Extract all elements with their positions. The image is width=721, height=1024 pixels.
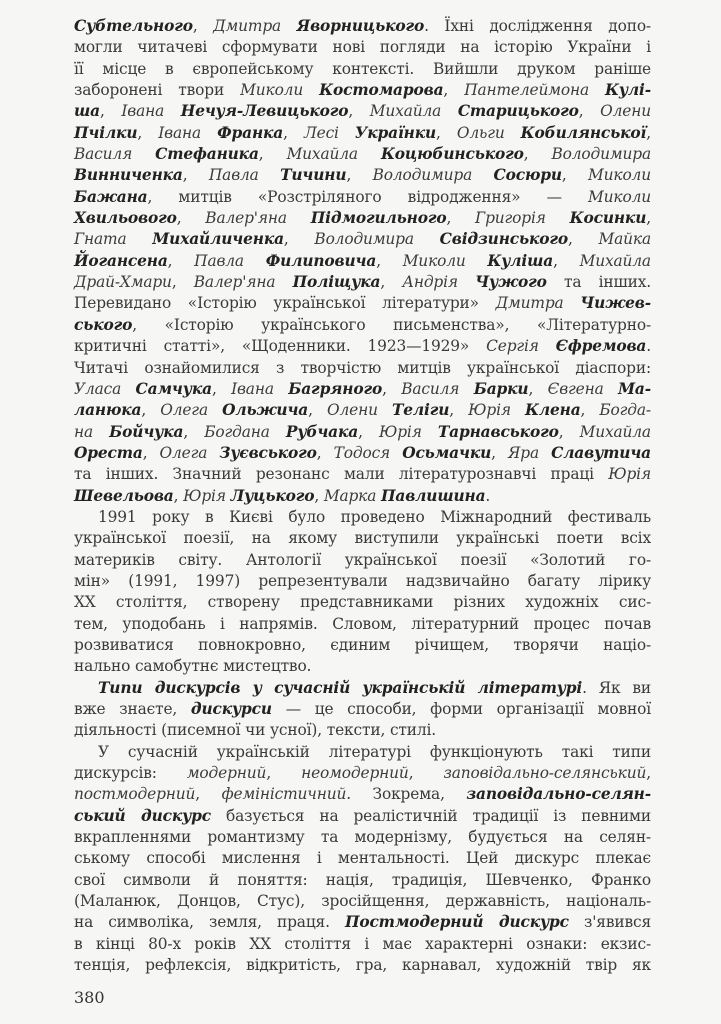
text-run: ,	[141, 401, 161, 420]
emphasis-name: Кобилянської	[520, 123, 647, 142]
italic-text: Юрія	[608, 465, 651, 484]
italic-text: Григорія	[475, 209, 570, 228]
text-run: ,	[380, 273, 403, 292]
text-line	[74, 507, 651, 528]
italic-text: Василя	[74, 145, 156, 164]
text-line	[74, 229, 651, 250]
emphasis-name: Чижев-	[580, 294, 651, 313]
emphasis-name: Багряного	[288, 379, 383, 398]
text-line	[74, 293, 651, 314]
text-run: ,	[258, 145, 287, 164]
italic-text: Ольги	[456, 123, 521, 142]
italic-text: Івана	[158, 123, 218, 142]
text-run: свої символи й поняття: нація, традиція, Шевченко, Франко	[74, 870, 651, 889]
italic-text: Валер'яна	[193, 273, 293, 292]
italic-text: Гната	[74, 230, 153, 249]
text-run: У сучасній українській літературі функціонують такі типи	[98, 742, 651, 761]
text-line	[74, 379, 651, 400]
emphasis-name: Кулі-	[605, 81, 651, 100]
emphasis-name: Ма-	[618, 379, 651, 398]
text-run: тем, уподобань і напрямів. Словом, літературний процес почав	[74, 614, 651, 633]
italic-text: заповідально-селянський	[443, 764, 647, 783]
text-line	[74, 763, 651, 784]
text-line	[74, 251, 651, 272]
emphasis-name: Коцюбинського	[380, 145, 524, 164]
text-run: мін» (1991, 1997) репрезентували надзвичайно багату лірику	[74, 571, 651, 590]
text-run: ,	[553, 251, 580, 270]
text-run: материків світу. Антології української поезії «Золотий го-	[74, 550, 651, 569]
emphasis-name: Хвильового	[74, 209, 177, 228]
italic-text: Володимира	[551, 145, 651, 164]
text-run: ,	[436, 123, 457, 142]
italic-text: Михайла	[369, 102, 458, 121]
text-line	[74, 16, 651, 37]
emphasis-name: Зуєвського	[219, 443, 317, 462]
emphasis-name: Ольжича	[222, 401, 309, 420]
text-run: ,	[192, 17, 214, 35]
italic-text: Юрія	[183, 486, 231, 505]
emphasis-name: Рубчака	[285, 422, 359, 441]
text-line	[74, 165, 651, 186]
italic-text: Богдана	[204, 422, 286, 441]
italic-text: Миколи	[588, 187, 651, 206]
emphasis-name: Підмогильного	[310, 209, 447, 228]
text-run: 1991 року в Києві було проведено Міжнародний фестиваль	[98, 507, 651, 526]
italic-text: Павла	[208, 166, 281, 185]
text-run: — це способи, форми організації мовної	[271, 700, 651, 718]
text-line	[74, 614, 651, 635]
text-line	[74, 37, 651, 58]
emphasis-name: заповідально-селян-	[466, 785, 651, 804]
text-run: ,	[99, 102, 122, 121]
text-run: .	[646, 337, 651, 356]
text-line	[74, 784, 651, 805]
emphasis-name: Бажана	[74, 187, 148, 206]
italic-text: Юрія	[468, 401, 526, 420]
text-run: . Як ви	[582, 678, 651, 697]
italic-text: Богда-	[599, 401, 651, 420]
italic-text: Володимира	[314, 230, 440, 249]
italic-text: постмодерний	[74, 785, 196, 804]
text-run: ,	[183, 422, 205, 441]
italic-text: Майка	[598, 230, 651, 249]
emphasis-name: Осьмачки	[402, 443, 492, 462]
emphasis-name: Свідзинського	[439, 230, 568, 249]
italic-text: Миколи	[240, 81, 320, 100]
emphasis-name: Теліги	[391, 401, 450, 420]
emphasis-name: Чужого	[475, 273, 547, 292]
text-run: ,	[408, 764, 444, 783]
text-line	[74, 699, 651, 720]
text-run: ,	[348, 102, 370, 121]
text-run: базується на реалістичній традиції із певними	[210, 806, 651, 825]
text-run: ,	[211, 379, 232, 398]
emphasis-name: Стефаника	[155, 145, 259, 164]
text-run: ,	[646, 764, 651, 783]
text-line	[74, 912, 651, 933]
italic-text: Тодося	[333, 443, 403, 462]
text-run: на символіка, земля, праця.	[74, 913, 345, 932]
text-run: ,	[646, 123, 651, 142]
emphasis-name: ського	[74, 315, 133, 334]
emphasis-name: Славутича	[551, 443, 651, 462]
text-run: (Маланюк, Донцов, Стус), зросійщення, державність, національ-	[74, 892, 651, 911]
emphasis-name: Винниченка	[74, 166, 183, 185]
italic-text: Андрія	[402, 273, 476, 292]
text-run: її місце в європейському контексті. Вийшли друком раніше	[74, 59, 651, 78]
emphasis-name: ський дискурс	[74, 806, 211, 825]
emphasis-name: Луцького	[230, 486, 315, 505]
italic-text: Миколи	[588, 166, 651, 185]
emphasis-name: Старицького	[457, 102, 579, 121]
text-run: ,	[528, 379, 548, 398]
emphasis-name: Бойчука	[109, 422, 184, 441]
emphasis-name: ша	[74, 102, 100, 121]
text-run: нально самобутнє мистецтво.	[74, 657, 312, 676]
italic-text: Лесі	[303, 123, 355, 142]
text-line	[74, 934, 651, 955]
text-line	[74, 144, 651, 165]
text-run: української поезії, на якому виступили українські поети всіх	[74, 529, 651, 548]
italic-text: Юрія	[379, 422, 438, 441]
italic-text: Івана	[231, 379, 289, 398]
text-line	[74, 720, 651, 741]
text-run: ,	[137, 123, 159, 142]
emphasis-name: Яворницького	[296, 17, 425, 35]
text-run: .	[485, 486, 491, 505]
emphasis-name: Шевельова	[74, 486, 174, 505]
text-run: ,	[558, 422, 580, 441]
emphasis-name: Субтельного	[74, 17, 193, 35]
italic-text: Євгена	[547, 379, 619, 398]
text-line	[74, 272, 651, 293]
italic-text: неомодерний	[301, 764, 409, 783]
emphasis-name: Самчука	[135, 379, 212, 398]
emphasis-name: Поліщука	[292, 273, 381, 292]
text-run: , митців «Розстріляного відродження» —	[147, 187, 589, 206]
text-line	[74, 486, 651, 507]
text-line	[74, 101, 651, 122]
emphasis-name: Тарнавського	[437, 422, 559, 441]
text-line	[74, 806, 651, 827]
text-run: ,	[316, 443, 334, 462]
text-run: ,	[167, 251, 195, 270]
italic-text: Володимира	[372, 166, 494, 185]
text-line	[74, 848, 651, 869]
italic-text: феміністичний	[221, 785, 347, 804]
text-run: ,	[449, 401, 469, 420]
text-run: могли читачеві сформувати нові погляди на історію України і	[74, 38, 651, 57]
italic-text: Уласа	[74, 379, 136, 398]
text-run: ,	[171, 273, 194, 292]
text-line	[74, 827, 651, 848]
text-run: ,	[346, 166, 373, 185]
emphasis-name: Пчілки	[74, 123, 138, 142]
page-number: 380	[74, 988, 105, 1007]
italic-text: Пантелеймона	[464, 81, 606, 100]
emphasis-name: ланюка	[74, 401, 142, 420]
emphasis-name: Постмодерний дискурс	[344, 913, 569, 932]
italic-text: Михайла	[579, 251, 651, 270]
emphasis-name: Костомарова	[319, 81, 444, 100]
italic-text: Дмитра	[213, 17, 297, 35]
italic-text: Михайла	[286, 145, 381, 164]
text-run: ,	[376, 251, 403, 270]
text-run: , «Історію українського письменства», «Літературно-	[132, 315, 651, 334]
text-line	[74, 550, 651, 571]
text-run: ,	[283, 230, 315, 249]
text-line	[74, 187, 651, 208]
text-line	[74, 123, 651, 144]
text-run: розвиватися повнокровно, єдиним річищем, творячи націо-	[74, 635, 651, 654]
text-line	[74, 336, 651, 357]
emphasis-name: Куліша	[487, 251, 554, 270]
text-run: вкрапленнями романтизму та модернізму, будується на селян-	[74, 828, 651, 847]
text-run: діяльності (писемної чи усної), тексти, стилі.	[74, 721, 437, 740]
emphasis-name: Українки	[354, 123, 437, 142]
text-run: ,	[314, 486, 324, 505]
text-run: . Їхні дослідження допо-	[424, 17, 651, 35]
italic-text: модерний	[186, 764, 267, 783]
text-run: Перевидано «Історію української літератури»	[74, 294, 496, 313]
text-line	[74, 528, 651, 549]
text-run: ,	[446, 209, 476, 228]
italic-text: Василя	[401, 379, 474, 398]
text-line	[74, 59, 651, 80]
text-run: ,	[308, 401, 328, 420]
text-run: ,	[358, 422, 379, 441]
text-run: та інших. Значний резонанс мали літературознавчі праці	[74, 465, 609, 484]
emphasis-name: Барки	[473, 379, 529, 398]
text-line	[74, 464, 651, 485]
emphasis-name: Клена	[525, 401, 581, 420]
text-line	[74, 80, 651, 101]
text-run: дискурсів:	[74, 764, 187, 783]
text-run: ,	[266, 764, 302, 783]
text-run: . Зокрема,	[346, 785, 467, 804]
text-run: ,	[568, 230, 599, 249]
emphasis-name: Йогансена	[74, 251, 168, 270]
text-line	[74, 870, 651, 891]
text-run: заборонені твори	[74, 81, 241, 100]
italic-text: Сергія	[486, 337, 556, 356]
italic-text: Михайла	[579, 422, 651, 441]
emphasis-name: Михайличенка	[152, 230, 284, 249]
emphasis-name: Сосюри	[493, 166, 562, 185]
text-run: ,	[382, 379, 402, 398]
text-run: Читачі ознайомилися з творчістю митців української діаспори:	[74, 358, 651, 377]
text-line	[74, 443, 651, 464]
text-line	[74, 208, 651, 229]
emphasis-name: Єфремова	[555, 337, 647, 356]
text-run: ,	[580, 401, 600, 420]
text-run: тенція, рефлексія, відкритість, гра, карнавал, художній твір як	[74, 956, 651, 975]
text-run: ,	[142, 443, 160, 462]
italic-text: Миколи	[402, 251, 488, 270]
emphasis-name: дискурси	[190, 700, 272, 718]
text-run: ,	[523, 145, 552, 164]
text-line	[74, 358, 651, 379]
text-line	[74, 955, 651, 976]
text-run: ,	[173, 486, 184, 505]
text-line	[74, 315, 651, 336]
italic-text: Олега	[160, 401, 223, 420]
text-run: ,	[578, 102, 601, 121]
text-line	[74, 571, 651, 592]
text-run: ,	[195, 785, 222, 804]
italic-text: на	[74, 422, 110, 441]
text-line	[74, 635, 651, 656]
text-line	[74, 400, 651, 421]
text-line	[74, 891, 651, 912]
italic-text: Олени	[600, 102, 651, 121]
text-run: та інших.	[546, 273, 651, 292]
text-run: ському способі мислення і ментальності. Цей дискурс плекає	[74, 849, 651, 868]
text-run: ,	[561, 166, 589, 185]
text-run: ,	[646, 209, 651, 228]
emphasis-name: Павлишина	[381, 486, 486, 505]
emphasis-name: Косинки	[569, 209, 647, 228]
italic-text: Павла	[194, 251, 266, 270]
text-run: ,	[176, 209, 206, 228]
text-run: ,	[283, 123, 304, 142]
italic-text: Олени	[327, 401, 392, 420]
text-run: ,	[182, 166, 209, 185]
text-line	[74, 742, 651, 763]
italic-text: Дмитра	[495, 294, 581, 313]
text-run: з'явився	[568, 913, 652, 932]
text-run: ,	[491, 443, 508, 462]
text-line	[74, 592, 651, 613]
emphasis-name: Ореста	[74, 443, 143, 462]
italic-text: Драй-Хмари	[74, 273, 172, 292]
italic-text: Марка	[323, 486, 381, 505]
emphasis-name: Тичини	[280, 166, 347, 185]
italic-text: Івана	[121, 102, 181, 121]
emphasis-name: Типи дискурсів у сучасній українській літературі	[98, 678, 583, 697]
italic-text: Олега	[159, 443, 220, 462]
text-run: XX століття, створену представниками різних художніх сис-	[74, 593, 651, 612]
text-line	[74, 678, 651, 699]
page-body-text	[74, 16, 651, 976]
italic-text: Яра	[508, 443, 552, 462]
text-run: критичні статті», «Щоденники. 1923—1929»	[74, 337, 487, 356]
italic-text: Валер'яна	[205, 209, 311, 228]
text-run: вже знаєте,	[74, 700, 191, 718]
text-run: ,	[443, 81, 465, 100]
emphasis-name: Франка	[217, 123, 284, 142]
emphasis-name: Филиповича	[265, 251, 377, 270]
text-line	[74, 422, 651, 443]
text-run: в кінці 80-х років XX століття і має характерні ознаки: екзис-	[74, 934, 651, 953]
emphasis-name: Нечуя-Левицького	[180, 102, 349, 121]
text-line	[74, 656, 651, 677]
